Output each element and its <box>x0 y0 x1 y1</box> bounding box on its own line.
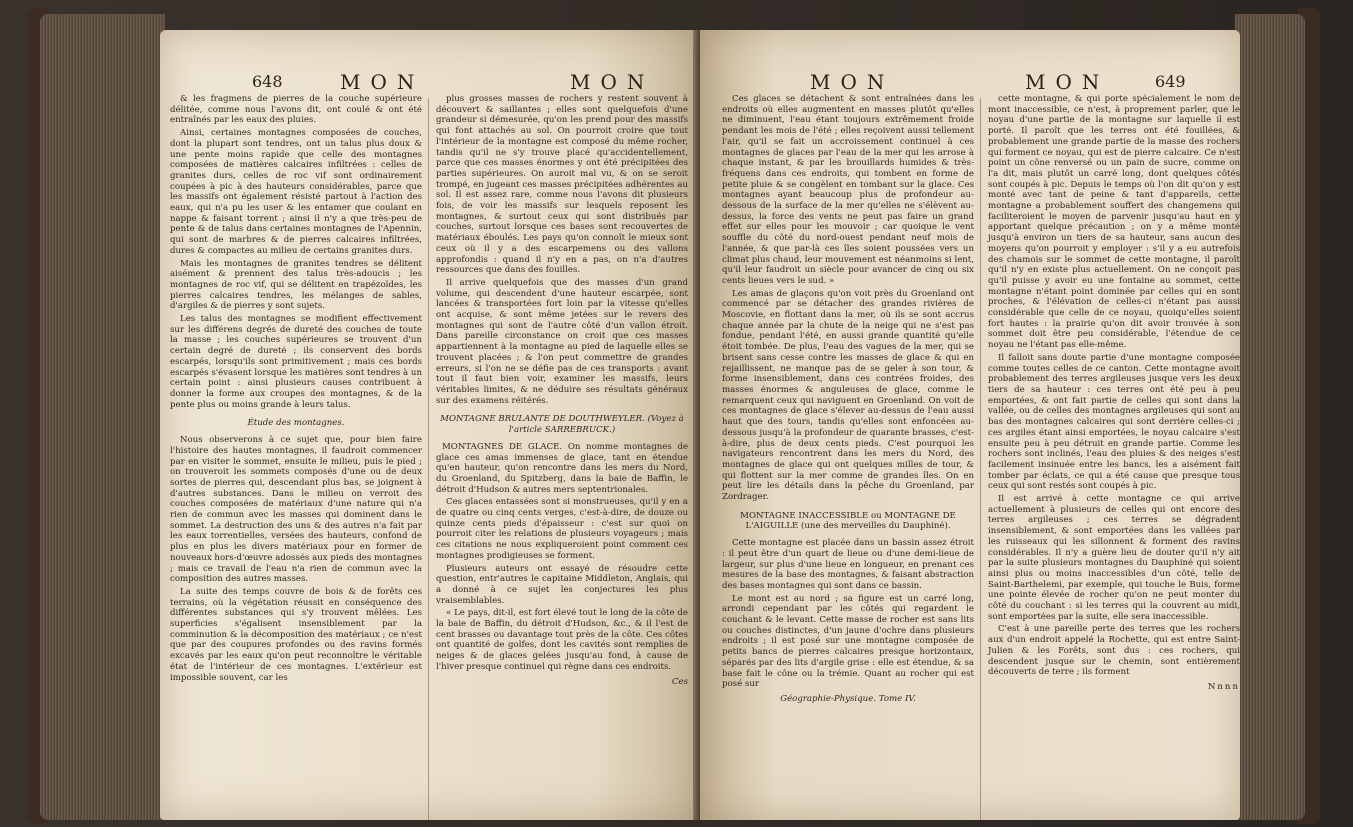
paragraph: « Le pays, dit-il, est fort élevé tout le long de la côte de la baie de Baffin, du détroit d'Hudson, &c., & il l'est de cent brasses ou davantage tout près de la côte. Ces côtes ont quantité de golfes, dont les cavités sont remplies de neiges & de glaces gelées jusqu'au fond, à cause de l'hiver presque continuel qui règne dans ces endroits. <box>436 608 688 672</box>
catchword: Ces <box>671 676 688 687</box>
running-header: MON <box>570 70 655 94</box>
paragraph: La suite des temps couvre de bois & de forêts ces terrains, où la végétation réussit en conséquence des différentes substances qui s'y trouvent mêlées. Les superficies s'égalisent insensiblement par la comminution & la décomposition des matériaux ; ce n'est que par des coupures profondes ou des ravins formés excavés par les eaux qu'on peut reconnoître le véritable état de l'intérieur de ces montagnes. L'extérieur est impossible souvent, car les <box>170 586 422 683</box>
paragraph: Ainsi, certaines montagnes composées de couches, dont la plupart sont tendres, ont un talus plus doux & une pente moins rapide que celle des montagnes composées de matières calcaires infiltrées : celles de granites durs, celles de roc vif sont ordinairement coupées à pic à des hauteurs considérables, parce que les massifs ont également résisté partout à l'action des eaux, qui n'a pu les user & les entamer que coulant en nappe & faisant torrent ; ainsi il n'y a que très-peu de pente & de talus dans certaines montagnes de l'Apennin, qui sont de marbres & de pierres calcaires infiltrées, dures & compactes au milieu de certains granites durs. <box>170 128 422 256</box>
text-column-1 <box>722 94 974 707</box>
paragraph: Mais les montagnes de granites tendres se délitent aisément & prennent des talus très-adoucis ; les montagnes de roc vif, qui se délitent en trapézoïdes, les pierres calcaires tendres, les mélanges de sables, d'argiles & de pierres y sont sujets. <box>170 258 422 312</box>
column-rule <box>428 98 429 820</box>
section-heading: Étude des montagnes. <box>247 418 345 429</box>
text-column-1 <box>170 94 422 685</box>
paragraph: Il falloit sans doute partie d'une montagne composée comme toutes celles de ce canton. Cette montagne avoit probablement des terres argileuses jusque vers les deux tiers de sa hauteur : ces terres ont été peu à peu emportées, & ont fait partie de celles qui sont dans la vallée, ou de celles des montagnes argileuses qui sont au bas des montagnes calcaires qui sont derrière celles-ci ; ces argiles étant ainsi emportées, le noyau calcaire s'est ensuite peu à peu détruit en grande partie. Comme les rochers sont inclinés, l'eau des pluies & des neiges s'est facilement insinuée entre les bancs, les a aisément fait tomber par éclats, ce qui a été cause que presque tous ceux qui sont restés sont coupés à pic. <box>988 352 1240 492</box>
running-header: MON <box>340 70 425 94</box>
page-edges-right <box>1235 14 1305 820</box>
paragraph: plus grosses masses de rochers y restent souvent à découvert & saillantes ; elles sont quelquefois d'une grandeur si démesurée, qu'on les prend pour des massifs qui font attachés au sol. On pourroit croire que tout l'intérieur de la montagne est composé du même rocher, tandis qu'il ne s'y trouve placé qu'accidentellement, parce que ces masses énormes y ont été précipitées des parties supérieures. On auroit mal vu, & on se seroit trompé, en jugeant ces masses précipitées adhérentes au sol. Il est assez rare, comme nous l'avons dit plusieurs fois, de voir les massifs sur lesquels reposent les montagnes, & surtout ceux qui sont distribués par couches, surtout lorsque ces bases sont recouvertes de matériaux éboulés. Les pays qu'on connoît le mieux sont ceux où il y a des escarpemens ou des vallons approfondis : quand il n'y en a pas, on n'a d'autres ressources que dans des fouilles. <box>436 94 688 276</box>
paragraph: & les fragmens de pierres de la couche supérieure délitée, comme nous l'avons dit, ont coulé & ont été entraînés par les eaux des pluies. <box>170 94 422 126</box>
text-column-2 <box>436 94 688 689</box>
entry-heading: MONTAGNE BRULANTE DE DOUTHWEYLER. (Voyez à l'article SARREBRUCK.) <box>440 414 684 436</box>
paragraph: Ces glaces se détachent & sont entraînées dans les endroits où elles augmentent en masses plutôt qu'elles ne diminuent, l'eau étant toujours extrêmement froide pendant les mois de l'été ; elles reçoivent aussi tellement l'air, qu'il se fait un accroissement continuel à ces montagnes de glaces par l'eau de la mer qui les arrose à chaque instant, & par les brouillards humides & très-fréquens dans ces endroits, qui tombent en forme de petite pluie & se congèlent en tombant sur la glace. Ces montagnes ayant beaucoup plus de profondeur au-dessous de la surface de la mer qu'elles ne s'élèvent au-dessus, la force des vents ne peut pas faire un grand effet sur elles pour les mouvoir ; car quoique le vent souffle du côté du nord-ouest pendant neuf mois de l'année, & que par-là ces îles soient poussées vers un climat plus chaud, leur mouvement est néanmoins si lent, qu'il leur faudroit un siècle pour avancer de cinq ou six cents lieues vers le sud. » <box>722 94 974 286</box>
paragraph: Nous observerons à ce sujet que, pour bien faire l'histoire des hautes montagnes, il faudroit commencer par en visiter le sommet, ensuite le milieu, puis le pied ; on trouveroit les sommets composés d'une ou de deux sortes de pierres qui, descendant plus bas, se joignent à d'autres substances. Dans le milieu on verroit des couches composées de matériaux d'une nature qui n'a rien de commun avec les masses qui dominent dans le sommet. La destruction des uns & des autres n'a fait par les eaux torrentielles, versées des hauteurs, confond de plus en plus les divers matériaux pour en former de nouveaux hors-d'œuvre adossés aux pieds des montagnes ; mais ce travail de l'eau n'a rien de commun avec la composition des autres masses. <box>170 435 422 585</box>
running-header: MON <box>1025 70 1110 94</box>
paragraph: Le mont est au nord ; sa figure est un carré long, arrondi cependant par les côtés qui regardent le couchant & le levant. Cette masse de rocher est sans lits ou couches distinctes, d'un jaune d'ochre dans plusieurs endroits ; il est posé sur une montagne composée de petits bancs de pierres calcaires presque horizontaux, séparés par des lits d'argile grise : elle est étendue, & sa base fait le cône ou la trémie. Quant au rocher qui est posé sur <box>722 593 974 690</box>
text-column-2 <box>988 94 1240 695</box>
paragraph: MONTAGNES DE GLACE. On nomme montagnes de glace ces amas immenses de glace, tant en étendue qu'en hauteur, qu'on rencontre dans les mers du Nord, du Groenland, du Spitzberg, dans la baie de Baffin, le détroit d'Hudson & autres mers septentrionales. <box>436 441 688 495</box>
paragraph: Il arrive quelquefois que des masses d'un grand volume, qui descendent d'une hauteur escarpée, sont lancées & transportées fort loin par la vitesse qu'elles ont acquise, & sont même jetées sur le revers des montagnes qui sont de l'autre côté d'un vallon étroit. Dans pareille circonstance on croit que ces masses appartiennent à la montagne au pied de laquelle elles se trouvent placées ; & l'on peut commettre de grandes erreurs, si l'on ne se défie pas de ces transports : avant tout il faut bien voir, examiner les massifs, leurs véritables limites, & ne déduire ses résultats généraux sur des examens réitérés. <box>436 277 688 406</box>
paragraph: Les talus des montagnes se modifient effectivement sur les différens degrés de dureté des couches de toute la masse ; les couches supérieures se trouvent d'un certain degré de dureté ; ils conservent des bords escarpés, lorsqu'ils sont primitivement ; mais ces bords escarpés s'évasent lorsque les matières sont tendres à un certain point : ainsi plusieurs causes contribuent à donner la forme aux croupes des montagnes, & de la pente plus ou moins grande à leurs talus. <box>170 314 422 410</box>
paragraph: Plusieurs auteurs ont essayé de résoudre cette question, entr'autres le capitaine Middleton, Anglais, qui a donné à ce sujet les conjectures les plus vraisemblables. <box>436 563 688 606</box>
paragraph: Il est arrivé à cette montagne ce qui arrive actuellement à plusieurs de celles qui ont encore des terres argileuses ; ces terres se dégradent insensiblement, & sont emportées dans les vallées par les ruisseaux qui les sillonnent & forment des ravins considérables. Il n'y a guère lieu de douter qu'il n'y ait par la suite plusieurs montagnes du Dauphiné qui soient ainsi plus ou moins inaccessibles d'un côté, telle de Saint-Barthelemi, par exemple, qui touche le Buis, forme une pointe élevée de rocher qu'on ne peut monter du côté du couchant : si les terres qui la couvrent au midi, sont emportées par la suite, elle sera inaccessible. <box>988 494 1240 622</box>
paragraph: Cette montagne est placée dans un bassin assez étroit : il peut être d'un quart de lieue ou d'une demi-lieue de largeur, sur plus d'une lieue en longueur, en prenant ces mesures de la base des montagnes, & faisant abstraction des bases montagnes qui sont dans ce bassin. <box>722 538 974 591</box>
paragraph: C'est à une pareille perte des terres que les rochers aux d'un endroit appelé la Rochette, qui est entre Saint-Julien & les Forêts, sont dus : ces rochers, qui descendent jusque sur le chemin, sont entièrement découverts de terre ; ils forment <box>988 624 1240 678</box>
page-number: 648 <box>252 72 283 91</box>
volume-footer: Géographie-Physique. Tome IV. <box>780 693 916 704</box>
paragraph: cette montagne, & qui porte spécialement le nom de mont inaccessible, ce n'est, à proprement parler, que le noyau d'une partie de la montagne sur laquelle il est porté. Il paroît que les terres ont été fouillées, & probablement une grande partie de la masse des rochers qui forment ce noyau, qui est de pierre calcaire. Ce n'est point un cône renversé ou un pain de sucre, comme on l'a dit, mais plutôt un carré long, dont quelques côtés sont coupés à pic. Depuis le temps où l'on dit qu'on y est monté avec tant de peine & tant d'appareils, cette montagne a probablement souffert des changemens qui faciliteroient le moyen de parvenir jusqu'au haut en y apportant quelque précaution ; on y a même monté jusqu'à environ un tiers de sa hauteur, sans aucun des moyens qu'on pourroit y employer : s'il y a eu autrefois des chamois sur le sommet de cette montagne, il paroît qu'il n'y en existe plus actuellement. On ne conçoit pas qu'il puisse y avoir eu une fontaine au sommet, cette montagne n'étant point dominée par celles qui en sont proches, & l'élévation de celles-ci n'étant pas aussi considérable que celle de ce noyau, quoiqu'elles soient fort hautes : la prairie qu'on dit avoir trouvée à son sommet doit être peu considérable, l'étendue de ce noyau ne l'étant pas elle-même. <box>988 94 1240 351</box>
page-edges-left <box>40 14 165 820</box>
right-page <box>700 30 1240 820</box>
entry-heading: MONTAGNE INACCESSIBLE ou MONTAGNE DE L'AIGUILLE (une des merveilles du Dauphiné). <box>740 510 956 532</box>
left-page <box>160 30 700 820</box>
running-header: MON <box>810 70 895 94</box>
page-number: 649 <box>1155 72 1186 91</box>
signature-mark: Nnnn <box>1207 681 1240 692</box>
paragraph: Ces glaces entassées sont si monstrueuses, qu'il y en a de quatre ou cinq cents verges, c'est-à-dire, de douze ou quinze cents pieds d'épaisseur : c'est sur quoi on pourroit citer les relations de plusieurs voyageurs ; mais ces citations ne nous expliqueroient point comment ces montagnes prodigieuses se forment. <box>436 497 688 561</box>
column-rule <box>980 98 981 820</box>
paragraph: Les amas de glaçons qu'on voit près du Groenland ont commencé par se détacher des grandes rivières de Moscovie, en flottant dans la mer, où ils se sont accrus chaque année par la chute de la neige qui ne s'est pas fondue, pendant l'été, en aussi grande quantité qu'elle étoit tombée. De plus, l'eau des vagues de la mer, qui se brisent sans cesse contre les masses de glace & qui en rejaillissent, ne manque pas de se geler à son tour, & forme insensiblement, dans ces contrées froides, des masses énormes & anguleuses de glace, comme le remarquent ceux qui naviguent en Groenland. On voit de ces montagnes de glace s'élever au-dessus de l'eau aussi haut que des tours, tandis qu'elles sont enfoncées au-dessous jusqu'à la profondeur de quarante brasses, c'est-à-dire, plus de deux cents pieds. C'est pourquoi les navigateurs rencontrent dans les mers du Nord, des montagnes de glace qui ont quelques milles de tour, & qui flottent sur la mer comme de grandes îles. On en peut lire les détails dans la pêche du Groenland, par Zordrager. <box>722 288 974 503</box>
